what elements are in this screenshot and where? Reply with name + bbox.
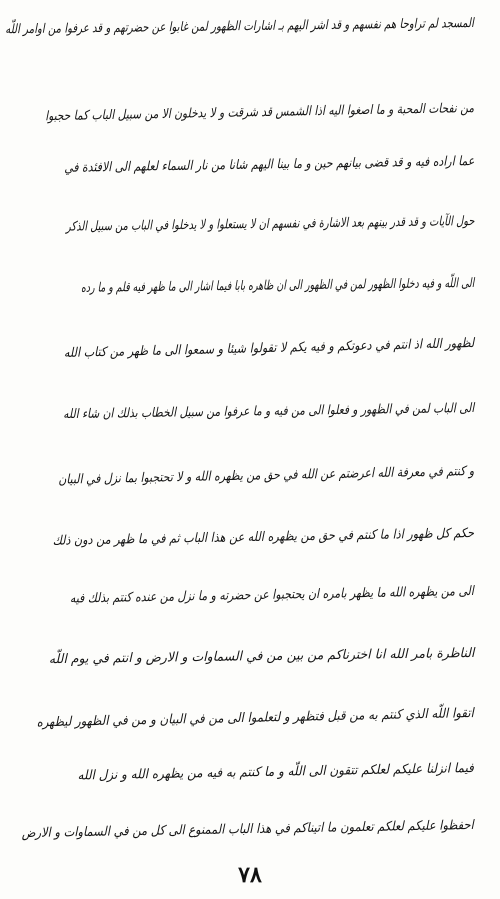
manuscript-line-1: المسجد لم تراوحا هم نفسهم و قد اشر اليهم بـ اشارات الظهور لمن غابوا عن حضرتهم و قد عرفوا من اوامر اللّه xyxy=(5,16,475,38)
manuscript-line-8: و كنتم في معرفة الله اعرضتم عن الله في حق من يظهره الله و لا تحتجبوا بما نزل في البيان xyxy=(58,464,475,488)
manuscript-text-block xyxy=(5,6,475,842)
manuscript-line-12: اتقوا اللّه الذي كنتم به من قبل فتظهر و لتعلموا الى من في البيان و من في الظهور ليظهره xyxy=(36,706,475,731)
manuscript-line-10: الى من يظهره الله ما يظهر بامره ان يحتجبوا عن حضرته و ما نزل من عنده كنتم بذلك فيه xyxy=(70,584,475,607)
manuscript-line-3: عما اراده فيه و قد قضى بيانهم حين و ما بينا اليهم شانا من نار السماء لعلهم الى الافئدة في xyxy=(63,154,475,176)
manuscript-line-4: حول الآيات و قد قدر بينهم بعد الاشارة في نفسهم ان لا يستعلوا و لا يدخلوا في الباب من سبيل الذكر xyxy=(65,214,475,235)
manuscript-line-13: فيما انزلنا عليكم لعلكم تتقون الى اللّه و ما كنتم به فيه من يظهره الله و نزل الله xyxy=(77,761,475,784)
manuscript-line-9: حكم كل ظهور اذا ما كنتم في حق من يظهره الله عن هذا الباب ثم في ما ظهر من دون ذلك xyxy=(52,526,475,549)
manuscript-line-11: الناظرة بامر الله انا اخترناكم من بين من في السماوات و الارض و انتم في يوم اللّه xyxy=(48,646,475,668)
manuscript-line-14: احفظوا عليكم لعلكم تعلمون ما اتيناكم في هذا الباب الممنوع الى كل من في السماوات و الارض xyxy=(21,818,475,842)
manuscript-line-6: لظهور الله اذ انتم في دعوتكم و فيه يكم لا تقولوا شيئا و سمعوا الى ما ظهر من كتاب الله xyxy=(63,336,475,361)
manuscript-line-5: الى اللّه و فيه دخلوا الظهور لمن في الظهور الى ان ظاهره بابا فيما اشار الى ما ظهر فيه قلم و ما رده xyxy=(80,276,475,296)
page-number: ۷۸ xyxy=(238,862,262,888)
manuscript-line-2: من نفحات المحبة و ما اصغوا اليه اذا الشمس قد شرقت و لا يدخلون الا من سبيل الباب كما حجبوا xyxy=(45,101,475,125)
manuscript-line-7: الى الباب لمن في الظهور و فعلوا الى من فيه و ما عرفوا من سبيل الخطاب بذلك ان شاء الله xyxy=(62,401,475,423)
